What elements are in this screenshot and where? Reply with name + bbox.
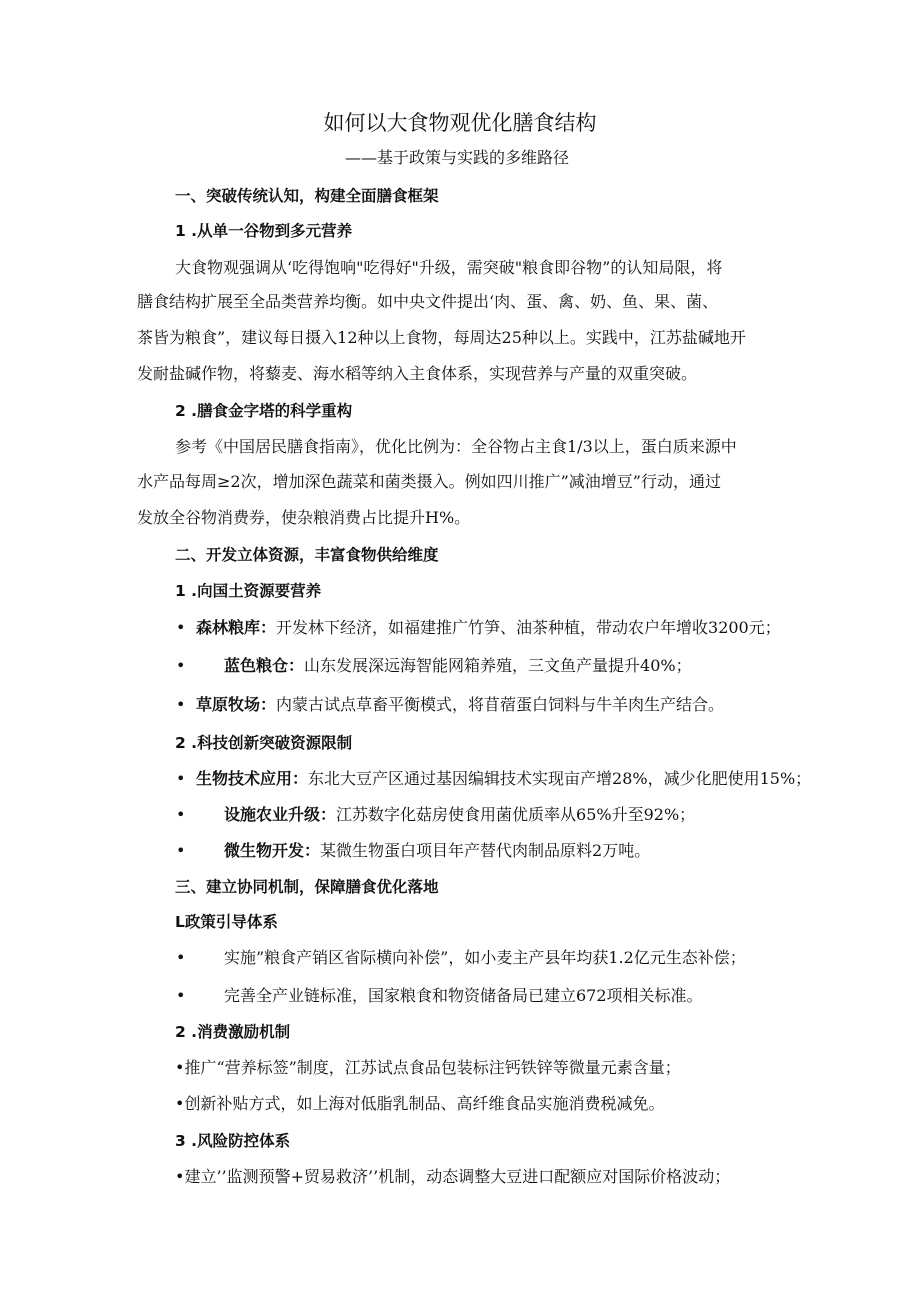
list-item-text: 山东发展深远海智能网箱养殖，三文鱼产量提升40%； bbox=[304, 656, 692, 675]
list-item-text: 开发林下经济，如福建推广竹笋、油茶种植，带动农户年增收3200元； bbox=[276, 618, 781, 637]
paragraph-line: 参考《中国居民膳食指南》，优化比例为：全谷物占主食1/3以上，蛋白质来源中 bbox=[175, 437, 737, 456]
list-item-text: 江苏数字化菇房使食用菌优质率从65%升至92%； bbox=[336, 805, 696, 824]
list-item: 实施”粮食产销区省际横向补偿”，如小麦主产县年均获1.2亿元生态补偿； bbox=[224, 948, 746, 967]
section-3-1-heading: L政策引导体系 bbox=[175, 913, 278, 931]
list-item: •创新补贴方式，如上海对低脂乳制品、高纤维食品实施消费税减免。 bbox=[175, 1094, 665, 1113]
section-3-heading: 三、建立协同机制，保障膳食优化落地 bbox=[175, 878, 439, 896]
section-1-1-heading: 1 .从单一谷物到多元营养 bbox=[175, 222, 353, 240]
section-3-3-heading: 3 .风险防控体系 bbox=[175, 1132, 291, 1150]
list-item-label: 生物技术应用： bbox=[196, 769, 309, 788]
paragraph-line: 水产品每周≥2次，增加深色蔬菜和菌类摄入。例如四川推广”减油增豆”行动，通过 bbox=[137, 472, 721, 491]
bullet: • bbox=[176, 695, 186, 714]
list-item-label: 草原牧场： bbox=[196, 695, 277, 714]
document-subtitle: ——基于政策与实践的多维路径 bbox=[345, 148, 570, 167]
list-item bbox=[224, 805, 695, 825]
list-item-label: 设施农业升级： bbox=[224, 805, 337, 824]
bullet: • bbox=[176, 656, 186, 675]
list-item: •推广“营养标签”制度，江苏试点食品包装标注钙铁锌等微量元素含量； bbox=[175, 1058, 681, 1077]
bullet: • bbox=[176, 948, 186, 967]
list-item-text: 东北大豆产区通过基因编辑技术实现亩产增28%，减少化肥使用15%； bbox=[308, 769, 812, 788]
list-item bbox=[196, 695, 724, 715]
paragraph-line: 大食物观强调从‘吃得饱响"吃得好"升级，需突破"粮食即谷物”的认知局限，将 bbox=[175, 258, 723, 277]
section-1-heading: 一、突破传统认知，构建全面膳食框架 bbox=[175, 187, 439, 205]
bullet: • bbox=[176, 805, 186, 824]
list-item bbox=[224, 656, 692, 676]
section-2-1-heading: 1 .向国土资源要营养 bbox=[175, 582, 322, 600]
list-item bbox=[196, 769, 811, 789]
paragraph-line: 膳食结构扩展至全品类营养均衡。如中央文件提出‘肉、蛋、禽、奶、鱼、果、菌、 bbox=[137, 292, 719, 311]
section-2-heading: 二、开发立体资源，丰富食物供给维度 bbox=[175, 546, 439, 564]
paragraph-line: 发耐盐碱作物，将藜麦、海水稻等纳入主食体系，实现营养与产量的双重突破。 bbox=[137, 364, 698, 383]
bullet: • bbox=[176, 769, 186, 788]
paragraph-line: 茶皆为粮食”，建议每日摄入12种以上食物，每周达25种以上。实践中，江苏盐碱地开 bbox=[137, 328, 746, 347]
list-item-label: 蓝色粮仓： bbox=[224, 656, 305, 675]
paragraph-line: 发放全谷物消费券，使杂粮消费占比提升H%。 bbox=[137, 508, 471, 527]
bullet: • bbox=[176, 986, 186, 1005]
list-item bbox=[224, 841, 650, 861]
section-1-2-heading: 2 .膳食金字塔的科学重构 bbox=[175, 402, 353, 420]
list-item: 完善全产业链标准，国家粮食和物资储备局已建立672项相关标准。 bbox=[224, 986, 703, 1005]
list-item-text: 某微生物蛋白项目年产替代肉制品原料2万吨。 bbox=[320, 841, 651, 860]
list-item bbox=[196, 618, 781, 638]
document-title: 如何以大食物观优化膳食结构 bbox=[323, 111, 597, 135]
list-item-label: 微生物开发： bbox=[224, 841, 321, 860]
bullet: • bbox=[176, 618, 186, 637]
list-item: •建立’’监测预警+贸易救济’’机制，动态调整大豆进口配额应对国际价格波动； bbox=[175, 1167, 731, 1186]
list-item-text: 内蒙古试点草畜平衡模式，将苜蓿蛋白饲料与牛羊肉生产结合。 bbox=[276, 695, 725, 714]
section-3-2-heading: 2 .消费激励机制 bbox=[175, 1023, 291, 1041]
bullet: • bbox=[176, 841, 186, 860]
list-item-label: 森林粮库： bbox=[196, 618, 277, 637]
section-2-2-heading: 2 .科技创新突破资源限制 bbox=[175, 734, 353, 752]
